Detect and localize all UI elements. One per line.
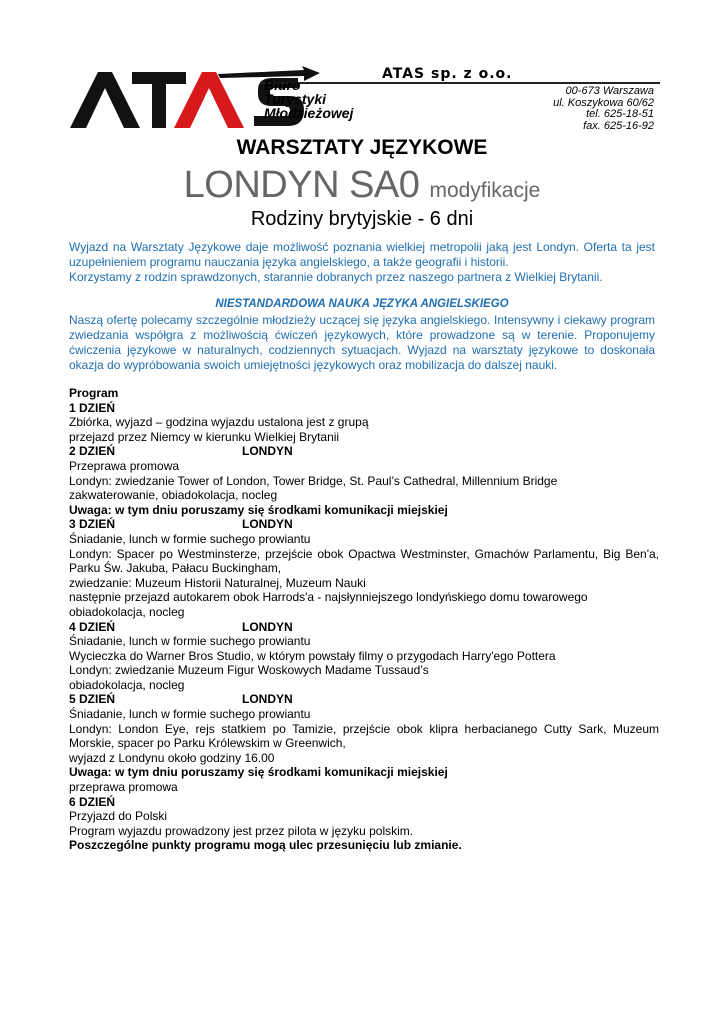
- program-line: Londyn: zwiedzanie Tower of London, Tower Bridge, St. Paul’s Cathedral, Millennium Bridge: [69, 473, 558, 488]
- program-line: Przeprawa promowa: [69, 458, 180, 473]
- day-label: 1 DZIEŃ: [69, 400, 116, 415]
- program-line: następnie przejazd autokarem obok Harrods'a - najsłynniejszego londyńskiego domu towarowego: [69, 590, 588, 605]
- fax-line: fax. 625-16-92: [583, 119, 654, 132]
- program-line: Londyn: zwiedzanie Muzeum Figur Woskowych Madame Tussaud’s: [69, 663, 429, 678]
- agency-name-line: Turystyki: [264, 91, 326, 107]
- address-block: [553, 86, 654, 132]
- day-label: 5 DZIEŃ: [69, 692, 116, 707]
- program-line: zakwaterowanie, obiadokolacja, nocleg: [69, 488, 278, 503]
- address-line: ul. Koszykowa 60/62: [553, 96, 654, 109]
- letterhead: [60, 62, 660, 132]
- intro-paragraph: Wyjazd na Warsztaty Językowe daje możliwość poznania wielkiej metropolii jaką jest Londyn. Oferta ta jest uzupełnieniem programu nauczania języka angielskiego, a także geografii i historii.: [69, 240, 655, 269]
- day-city: LONDYN: [242, 692, 293, 707]
- program-line: wyjazd z Londynu około godziny 16.00: [69, 750, 275, 765]
- day-city: LONDYN: [242, 444, 293, 459]
- program-line: przejazd przez Niemcy w kierunku Wielkiej Brytanii: [69, 429, 340, 444]
- day-label: 2 DZIEŃ: [69, 444, 116, 459]
- program-line: Londyn: London Eye, rejs statkiem po Tamizie, przejście obok klipra herbacianego Cutty Sark, Muzeum Morskie, spacer po Parku Królewskim w Greenwich,: [69, 721, 659, 751]
- program-line: Przyjazd do Polski: [69, 809, 168, 824]
- page-title-suffix: modyfikacje: [429, 179, 541, 202]
- agency-name: [264, 78, 353, 120]
- program-footer-note: Poszczególne punkty programu mogą ulec przesunięciu lub zmianie.: [69, 838, 462, 853]
- intro-paragraph: Korzystamy z rodzin sprawdzonych, starannie dobranych przez naszego partnera z Wielkiej Brytanii.: [69, 270, 603, 284]
- program-footer: Program wyjazdu prowadzony jest przez pilota w języku polskim.: [69, 823, 414, 838]
- program-line: Wycieczka do Warner Bros Studio, w którym powstały filmy o przygodach Harry'ego Pottera: [69, 648, 556, 663]
- day-city: LONDYN: [242, 517, 293, 532]
- program-section: [69, 386, 659, 853]
- program-line: przeprawa promowa: [69, 780, 178, 795]
- page-subtitle: Rodziny brytyjskie - 6 dni: [250, 208, 474, 230]
- day-label: 6 DZIEŃ: [69, 794, 116, 809]
- page-title: [0, 164, 724, 207]
- program-line: Śniadanie, lunch w formie suchego prowiantu: [69, 634, 311, 649]
- phone-line: tel. 625-18-51: [586, 108, 654, 120]
- program-note: Uwaga: w tym dniu poruszamy się środkami komunikacji miejskiej: [69, 502, 448, 517]
- program-note: Uwaga: w tym dniu poruszamy się środkami komunikacji miejskiej: [69, 765, 448, 780]
- day-label: 3 DZIEŃ: [69, 517, 116, 532]
- offer-heading: NIESTANDARDOWA NAUKA JĘZYKA ANGIELSKIEGO: [215, 298, 509, 310]
- day-city: LONDYN: [242, 619, 293, 634]
- program-line: Śniadanie, lunch w formie suchego prowiantu: [69, 531, 311, 546]
- offer-text: Naszą ofertę polecamy szczególnie młodzieży uczącej się języka angielskiego. Intensywny i ciekawy program zwiedzania współgra z możliwością ćwiczeń językowych, które prowadzone są w terenie. Proponujemy ćwiczenia językowe w naturalnych, codziennych sytuacjach. Wyjazd na warsztaty językowe to doskonała okazja do wypróbowania swoich umiejętności językowych oraz mobilizacja do dalszej nauki.: [69, 313, 655, 372]
- section-title: WARSZTATY JĘZYKOWE: [236, 136, 488, 159]
- program-line: Londyn: Spacer po Westminsterze, przejście obok Opactwa Westminster, Gmachów Parlamentu, Big Ben'a, Parku Św. Jakuba, Pałacu Buckingham,: [69, 546, 659, 576]
- program-line: zwiedzanie: Muzeum Historii Naturalnej, Muzeum Nauki: [69, 575, 366, 590]
- intro-text: [69, 240, 655, 285]
- address-line: 00-673 Warszawa: [565, 85, 654, 97]
- program-line: Zbiórka, wyjazd – godzina wyjazdu ustalona jest z grupą: [69, 415, 369, 430]
- agency-name-line: Biuro: [264, 77, 301, 93]
- page-title-main: LONDYN SA0: [183, 164, 420, 206]
- program-line: obiadokolacja, nocleg: [69, 604, 185, 619]
- company-name: ATAS sp. z o.o.: [382, 66, 513, 82]
- program-heading: Program: [69, 386, 119, 400]
- program-line: Śniadanie, lunch w formie suchego prowiantu: [69, 707, 311, 722]
- agency-name-line: Młodzieżowej: [264, 105, 354, 121]
- program-line: obiadokolacja, nocleg: [69, 677, 185, 692]
- day-label: 4 DZIEŃ: [69, 619, 116, 634]
